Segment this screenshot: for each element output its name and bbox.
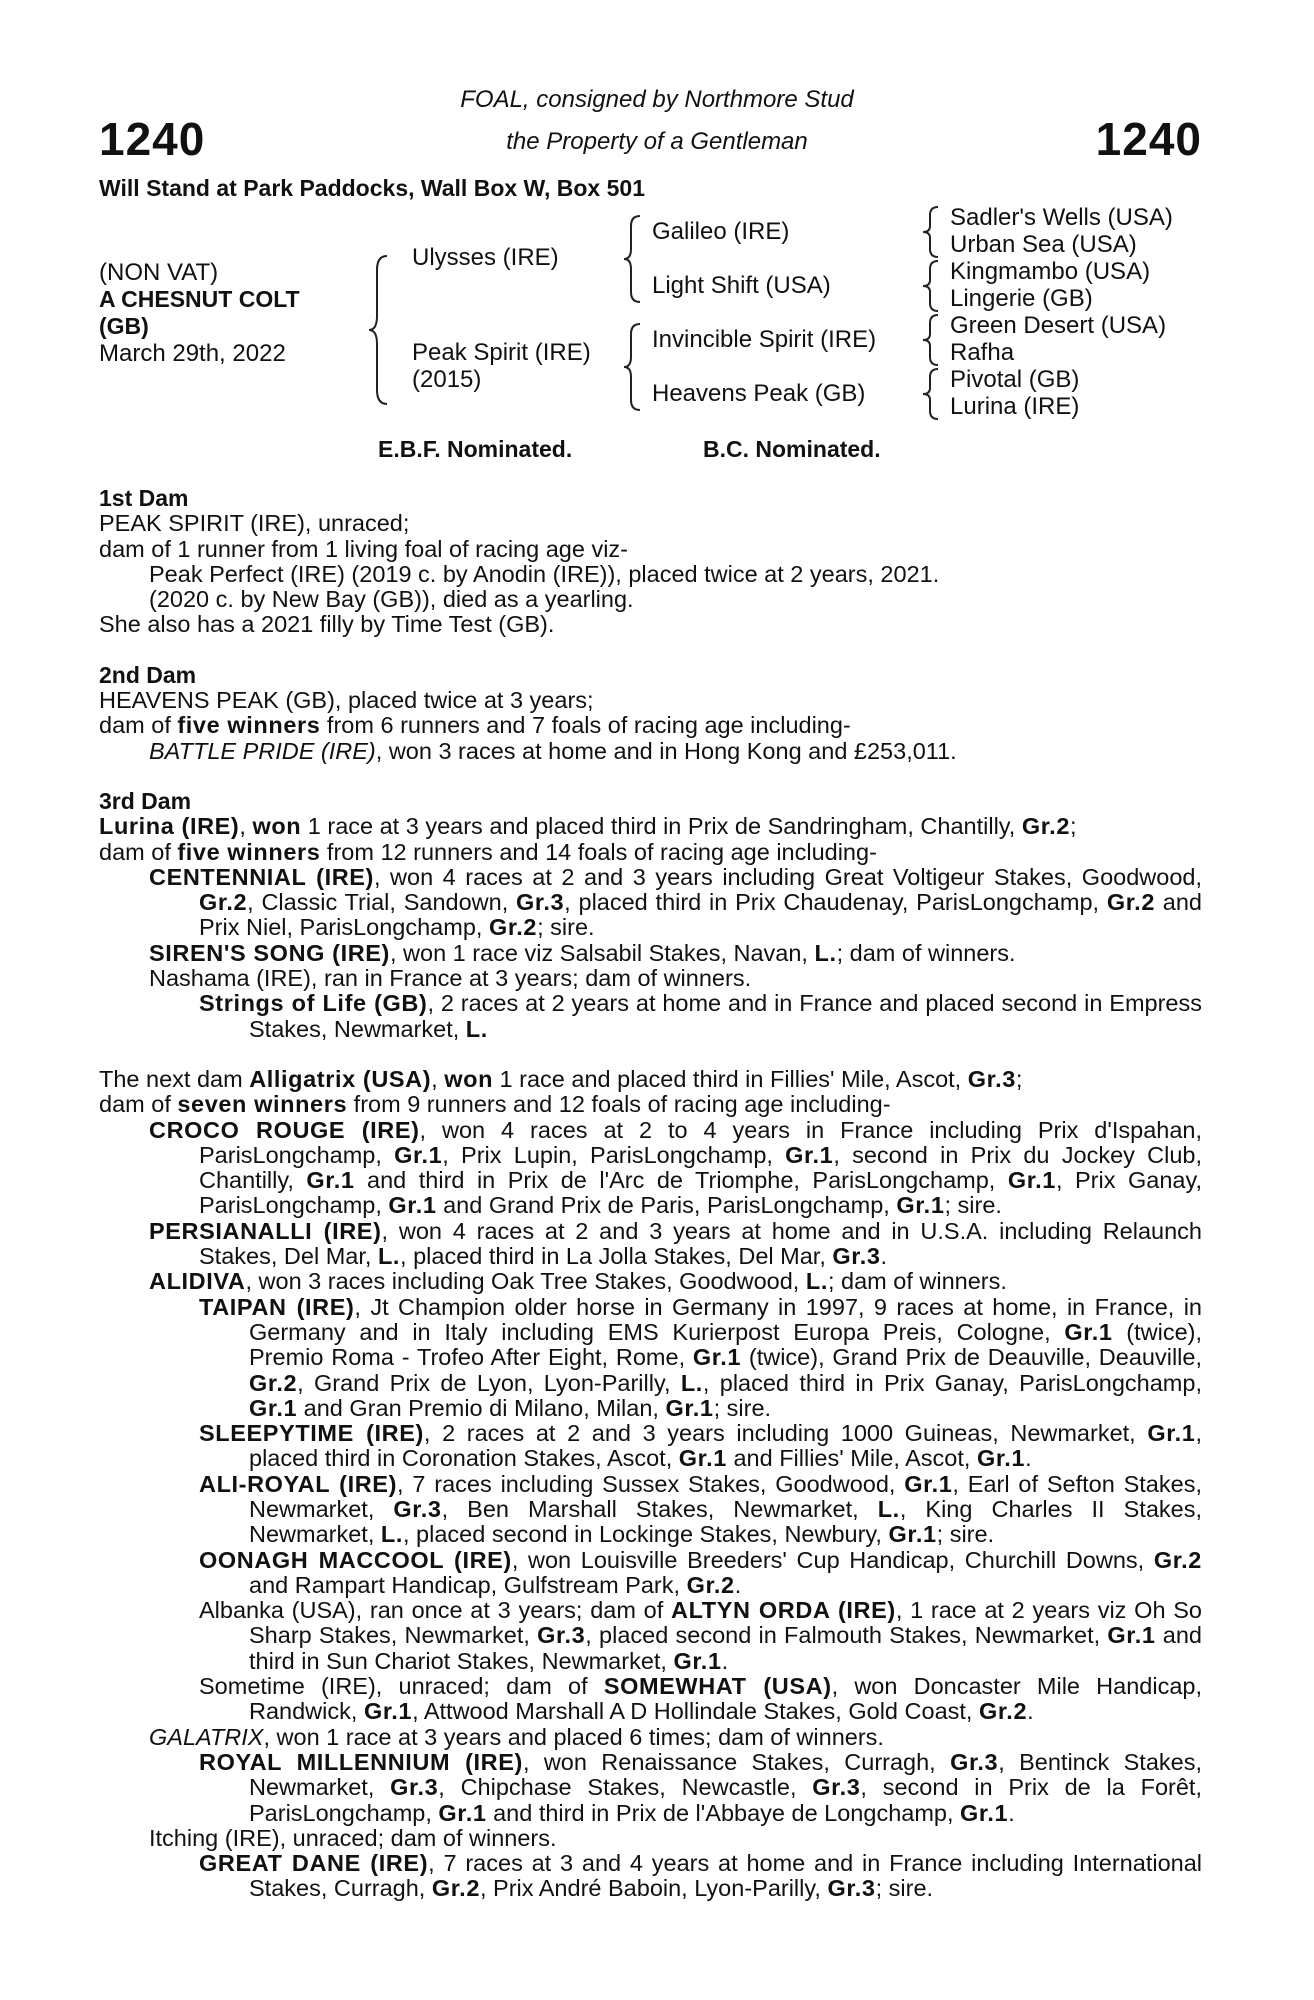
produce-entry: PERSIANALLI (IRE), won 4 races at 2 and 3 years at home and in U.S.A. including Relaunch Stakes, Del Mar, L., placed third in La Jolla Stakes, Del Mar, Gr.3. xyxy=(149,1217,1202,1270)
property-line: the Property of a Gentleman xyxy=(506,128,808,155)
next-dam-line: The next dam Alligatrix (USA), won 1 race and placed third in Fillies' Mile, Ascot, Gr.3; xyxy=(99,1065,1023,1092)
produce-entry: CENTENNIAL (IRE), won 4 races at 2 and 3 years including Great Voltigeur Stakes, Goodwood, Gr.2, Classic Trial, Sandown, Gr.3, placed third in Prix Chaudenay, ParisLongchamp, Gr.2 and Prix Niel, ParisLongchamp, Gr.2; sire. xyxy=(149,863,1203,941)
produce-entry: (2020 c. by New Bay (GB)), died as a yearling. xyxy=(149,586,634,613)
pedigree-brace-dam xyxy=(620,320,646,414)
pedigree-brace-gg2 xyxy=(920,258,944,314)
pedigree-brace-gg1 xyxy=(920,204,944,260)
produce-entry: Albanka (USA), ran once at 3 years; dam of ALTYN ORDA (IRE), 1 race at 2 years viz Oh So Sharp Stakes, Newmarket, Gr.3, placed second in Falmouth Stakes, Newmarket, Gr.1 and third in Sun Chariot Stakes, Newmarket, Gr.1. xyxy=(199,1597,1202,1674)
produce-entry: Peak Perfect (IRE) (2019 c. by Anodin (IRE)), placed twice at 2 years, 2021. xyxy=(149,560,940,587)
produce-entry: OONAGH MACCOOL (IRE), won Louisville Breeders' Cup Handicap, Churchill Downs, Gr.2 and Rampart Handicap, Gulfstream Park, Gr.2. xyxy=(199,1546,1202,1598)
catalogue-body xyxy=(99,486,1202,1902)
produce-entry: SLEEPYTIME (IRE), 2 races at 2 and 3 years including 1000 Guineas, Newmarket, Gr.1, placed third in Coronation Stakes, Ascot, Gr.1 and Fillies' Mile, Ascot, Gr.1. xyxy=(199,1420,1202,1472)
dam-name: Peak Spirit (IRE) xyxy=(412,339,591,366)
gg-1: Sadler's Wells (USA) xyxy=(950,204,1173,231)
produce-entry: CROCO ROUGE (IRE), won 4 races at 2 to 4 years in France including Prix d'Ispahan, ParisLongchamp, Gr.1, Prix Lupin, ParisLongchamp, Gr.1, second in Prix du Jockey Club, Chantilly, Gr.1 and third in Prix de l'Arc de Triomphe, ParisLongchamp, Gr.1, Prix Ganay, ParisLongchamp, Gr.1 and Grand Prix de Paris, ParisLongchamp, Gr.1; sire. xyxy=(149,1116,1203,1219)
second-dam-line: HEAVENS PEAK (GB), placed twice at 3 years; xyxy=(99,687,594,714)
produce-entry: Nashama (IRE), ran in France at 3 years; dam of winners. xyxy=(149,965,752,992)
gg-5: Green Desert (USA) xyxy=(950,312,1167,339)
bc-nomination: B.C. Nominated. xyxy=(703,436,881,462)
foaling-date: March 29th, 2022 xyxy=(99,340,286,367)
produce-entry: ALIDIVA, won 3 races including Oak Tree Stakes, Goodwood, L.; dam of winners. xyxy=(149,1268,1007,1295)
lot-number-right: 1240 xyxy=(1095,113,1202,165)
horse-name: A CHESNUT COLT xyxy=(99,286,300,312)
produce-entry: ALI-ROYAL (IRE), 7 races including Sussex Stakes, Goodwood, Gr.1, Earl of Sefton Stakes, Newmarket, Gr.3, Ben Marshall Stakes, Newmarket, L., King Charles II Stakes, Newmarket, L., placed second in Lockinge Stakes, Newbury, Gr.1; sire. xyxy=(199,1470,1202,1548)
produce-entry: Sometime (IRE), unraced; dam of SOMEWHAT (USA), won Doncaster Mile Handicap, Randwick, Gr.1, Attwood Marshall A D Hollindale Stakes, Gold Coast, Gr.2. xyxy=(199,1673,1203,1725)
dam-foaled-year: (2015) xyxy=(412,366,482,393)
produce-entry: SIREN'S SONG (IRE), won 1 race viz Salsabil Stakes, Navan, L.; dam of winners. xyxy=(149,939,1016,966)
gg-4: Lingerie (GB) xyxy=(950,285,1093,312)
pedigree-brace-main xyxy=(365,250,395,410)
pedigree-brace-sire xyxy=(620,212,646,306)
consignor-line: FOAL, consigned by Northmore Stud xyxy=(460,86,854,113)
horse-country: (GB) xyxy=(99,313,149,339)
sire-dam: Light Shift (USA) xyxy=(652,272,831,299)
dam-dam: Heavens Peak (GB) xyxy=(652,380,866,407)
produce-entry: Strings of Life (GB), 2 races at 2 years at home and in France and placed second in Empress Stakes, Newmarket, L. xyxy=(199,990,1202,1042)
gg-7: Pivotal (GB) xyxy=(950,366,1080,393)
lot-number-left: 1240 xyxy=(99,113,206,165)
gg-6: Rafha xyxy=(950,339,1015,366)
sire-name: Ulysses (IRE) xyxy=(412,244,559,271)
produce-entry: BATTLE PRIDE (IRE), won 3 races at home and in Hong Kong and £253,011. xyxy=(149,737,957,764)
third-dam-heading: 3rd Dam xyxy=(99,787,192,814)
pedigree-brace-gg4 xyxy=(920,366,944,422)
gg-2: Urban Sea (USA) xyxy=(950,231,1137,258)
second-dam-heading: 2nd Dam xyxy=(99,661,197,688)
third-dam-line: Lurina (IRE), won 1 race at 3 years and placed third in Prix de Sandringham, Chantilly, Gr.2; xyxy=(99,813,1077,840)
gg-3: Kingmambo (USA) xyxy=(950,258,1151,285)
third-dam-produce-summary: dam of five winners from 12 runners and 14 foals of racing age including- xyxy=(99,838,877,865)
produce-entry: ROYAL MILLENNIUM (IRE), won Renaissance Stakes, Curragh, Gr.3, Bentinck Stakes, Newmarket, Gr.3, Chipchase Stakes, Newcastle, Gr.3, second in Prix de la Forêt, ParisLongchamp, Gr.1 and third in Prix de l'Abbaye de Longchamp, Gr.1. xyxy=(199,1748,1202,1826)
first-dam-note: She also has a 2021 filly by Time Test (GB). xyxy=(99,611,555,638)
produce-entry: GALATRIX, won 1 race at 3 years and placed 6 times; dam of winners. xyxy=(149,1723,884,1750)
pedigree-brace-gg3 xyxy=(920,312,944,368)
next-dam-produce-summary: dam of seven winners from 9 runners and 12 foals of racing age including- xyxy=(99,1091,891,1118)
sire-sire: Galileo (IRE) xyxy=(652,218,790,245)
second-dam-produce-summary: dam of five winners from 6 runners and 7 foals of racing age including- xyxy=(99,712,851,739)
first-dam-produce-summary: dam of 1 runner from 1 living foal of racing age viz- xyxy=(99,535,629,562)
vat-status: (NON VAT) xyxy=(99,259,219,286)
first-dam-line: PEAK SPIRIT (IRE), unraced; xyxy=(99,510,410,537)
dam-sire: Invincible Spirit (IRE) xyxy=(652,326,877,353)
produce-entry: GREAT DANE (IRE), 7 races at 3 and 4 years at home and in France including International Stakes, Curragh, Gr.2, Prix André Baboin, Lyon-Parilly, Gr.3; sire. xyxy=(199,1850,1203,1902)
produce-entry: Itching (IRE), unraced; dam of winners. xyxy=(149,1824,557,1851)
produce-entry: TAIPAN (IRE), Jt Champion older horse in Germany in 1997, 9 races at home, in France, in Germany and in Italy including EMS Kurierpost Europa Preis, Cologne, Gr.1 (twice), Premio Roma - Trofeo After Eight, Rome, Gr.1 (twice), Grand Prix de Deauville, Deauville, Gr.2, Grand Prix de Lyon, Lyon-Parilly, L., placed third in Prix Ganay, ParisLongchamp, Gr.1 and Gran Premio di Milano, Milan, Gr.1; sire. xyxy=(199,1293,1203,1421)
stand-location: Will Stand at Park Paddocks, Wall Box W, Box 501 xyxy=(99,175,645,201)
gg-8: Lurina (IRE) xyxy=(950,393,1080,420)
ebf-nomination: E.B.F. Nominated. xyxy=(378,436,573,462)
first-dam-heading: 1st Dam xyxy=(99,485,189,511)
